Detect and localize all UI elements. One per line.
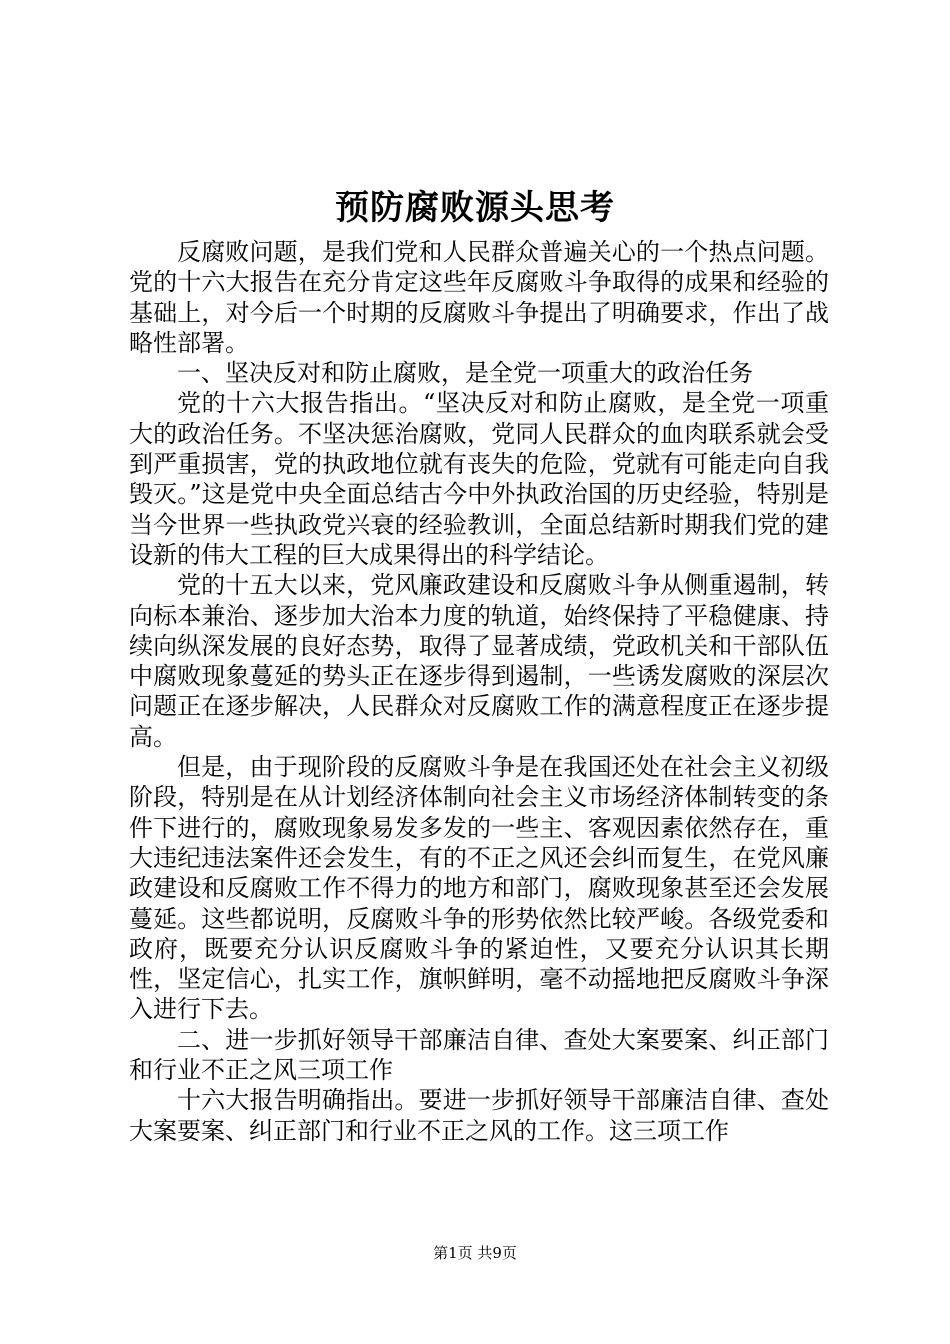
paragraph-situation: 但是，由于现阶段的反腐败斗争是在我国还处在社会主义初级阶段，特别是在从计划经济体制向社会主义市场经济体制转变的条件下进行的，腐败现象易发多发的一些主、客观因素依然存在，重大违纪违法案件还会发生，有的不正之风还会纠而复生，在党风廉政建设和反腐败工作不得力的地方和部门，腐败现象甚至还会发展蔓延。这些都说明，反腐败斗争的形势依然比较严峻。各级党委和政府，既要充分认识反腐败斗争的紧迫性，又要充分认识其长期性，坚定信心，扎实工作，旗帜鲜明，毫不动摇地把反腐败斗争深入进行下去。 — [129, 753, 829, 1024]
document-body — [129, 237, 829, 1146]
paragraph-report-quote: 党的十六大报告指出。“坚决反对和防止腐败，是全党一项重大的政治任务。不坚决惩治腐败，党同人民群众的血肉联系就会受到严重损害，党的执政地位就有丧失的危险，党就有可能走向自我毁灭。”这是党中央全面总结古今中外执政治国的历史经验，特别是当今世界一些执政党兴衰的经验教训，全面总结新时期我们党的建设新的伟大工程的巨大成果得出的科学结论。 — [129, 389, 829, 569]
paragraph-progress: 党的十五大以来，党风廉政建设和反腐败斗争从侧重遏制，转向标本兼治、逐步加大治本力度的轨道，始终保持了平稳健康、持续向纵深发展的良好态势，取得了显著成绩，党政机关和干部队伍中腐败现象蔓延的势头正在逐步得到遏制，一些诱发腐败的深层次问题正在逐步解决，人民群众对反腐败工作的满意程度正在逐步提高。 — [129, 571, 829, 751]
document-title: 预防腐败源头思考 — [335, 188, 615, 228]
page-footer: 第1页 共9页 — [433, 1244, 517, 1262]
paragraph-intro: 反腐败问题，是我们党和人民群众普遍关心的一个热点问题。党的十六大报告在充分肯定这些年反腐败斗争取得的成果和经验的基础上，对今后一个时期的反腐败斗争提出了明确要求，作出了战略性部署。 — [129, 238, 829, 357]
paragraph-three-tasks: 十六大报告明确指出。要进一步抓好领导干部廉洁自律、查处大案要案、纠正部门和行业不正之风的工作。这三项工作 — [129, 1086, 829, 1145]
section-heading-1: 一、坚决反对和防止腐败，是全党一项重大的政治任务 — [177, 359, 753, 388]
section-heading-2: 二、进一步抓好领导干部廉洁自律、查处大案要案、纠正部门和行业不正之风三项工作 — [129, 1025, 829, 1085]
